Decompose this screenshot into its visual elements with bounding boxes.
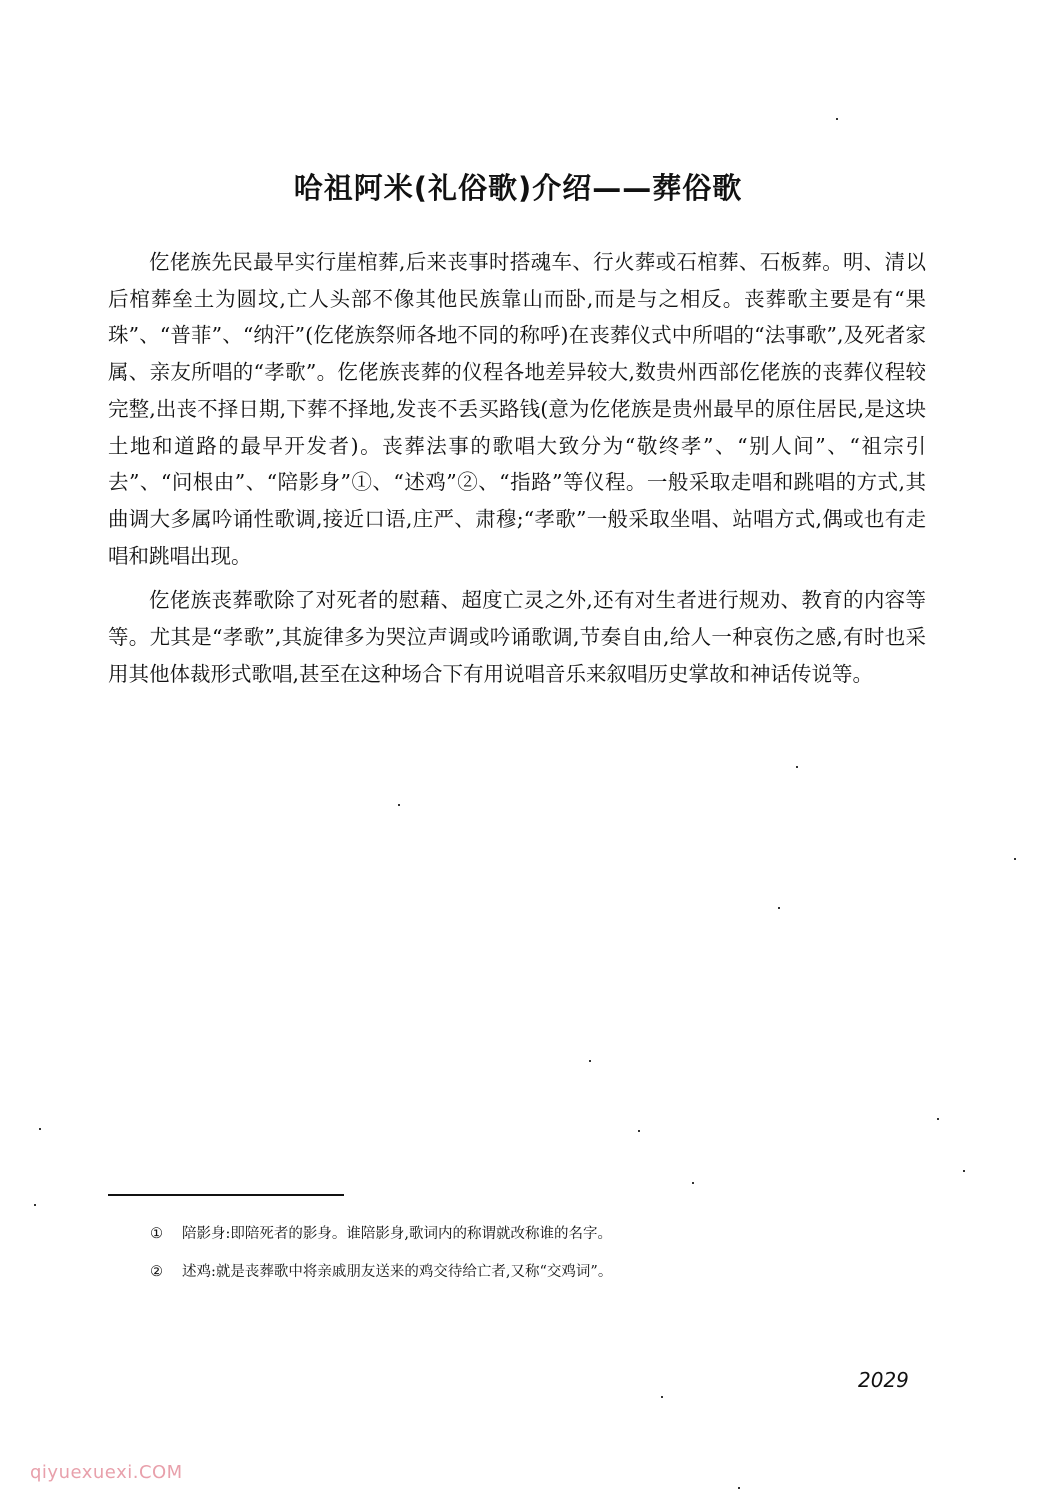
scan-speck [589,1060,591,1062]
watermark: qiyuexuexi.COM [30,1462,183,1483]
footnote-2-mark: ② [150,1264,163,1280]
scan-speck [398,804,400,806]
footnote-2 [150,1262,910,1282]
scan-speck [638,1130,640,1132]
article-body [108,244,926,700]
scan-speck [937,1118,939,1120]
footnote-1 [150,1224,910,1244]
scan-speck [738,1487,740,1489]
scan-speck [39,1128,41,1130]
footnote-2-text: 述鸡:就是丧葬歌中将亲戚朋友送来的鸡交待给亡者,又称“交鸡词”。 [182,1264,613,1280]
scan-speck [778,907,780,909]
footnote-1-text: 陪影身:即陪死者的影身。谁陪影身,歌词内的称谓就改称谁的名字。 [182,1226,612,1242]
scan-speck [796,766,798,768]
page-title: 哈祖阿米(礼俗歌)介绍——葬俗歌 [293,171,743,205]
footnotes [150,1224,910,1300]
paragraph-2: 仡佬族丧葬歌除了对死者的慰藉、超度亡灵之外,还有对生者进行规劝、教育的内容等等。尤其是“孝歌”,其旋律多为哭泣声调或吟诵歌调,节奏自由,给人一种哀伤之感,有时也采用其他体裁形式歌唱,甚至在这种场合下有用说唱音乐来叙唱历史掌故和神话传说等。 [108,588,926,686]
scan-speck [661,1396,663,1398]
paragraph-1: 仡佬族先民最早实行崖棺葬,后来丧事时搭魂车、行火葬或石棺葬、石板葬。明、清以后棺葬垒土为圆坟,亡人头部不像其他民族靠山而卧,而是与之相反。丧葬歌主要是有“果珠”、“普菲”、“纳汗”(仡佬族祭师各地不同的称呼)在丧葬仪式中所唱的“法事歌”,及死者家属、亲友所唱的“孝歌”。仡佬族丧葬的仪程各地差异较大,数贵州西部仡佬族的丧葬仪程较完整,出丧不择日期,下葬不择地,发丧不丢买路钱(意为仡佬族是贵州最早的原住居民,是这块土地和道路的最早开发者)。丧葬法事的歌唱大致分为“敬终孝”、“别人间”、“祖宗引去”、“问根由”、“陪影身”①、“述鸡”②、“指路”等仪程。一般采取走唱和跳唱的方式,其曲调大多属吟诵性歌调,接近口语,庄严、肃穆;“孝歌”一般采取坐唱、站唱方式,偶或也有走唱和跳唱出现。 [108,250,926,568]
footnote-divider [108,1194,344,1196]
scan-speck [963,1170,965,1172]
scan-speck [836,118,838,120]
scan-speck [34,1204,36,1206]
scan-speck [1014,858,1016,860]
footnote-1-mark: ① [150,1226,163,1242]
page-number: 2029 [858,1368,909,1392]
scan-speck [692,1182,694,1184]
